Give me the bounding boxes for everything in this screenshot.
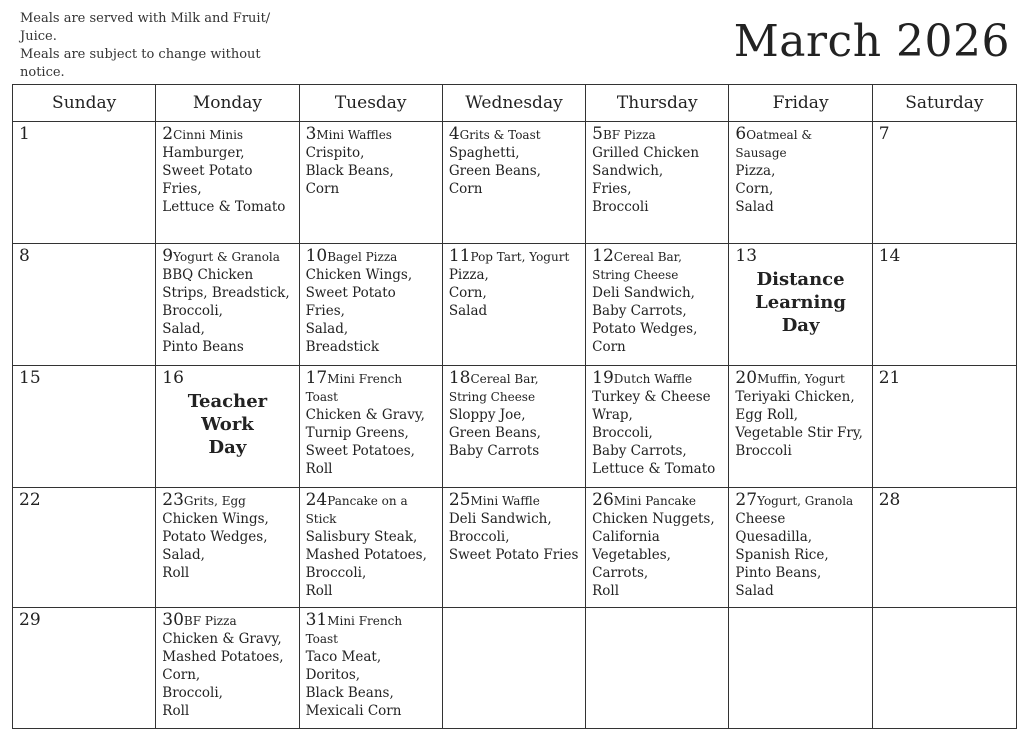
lunch-items: Pizza, Corn, Salad [735,163,776,215]
day-cell-12 [586,244,729,365]
day-cell-1 [13,122,156,243]
day-cell-19 [586,366,729,487]
day-number: 28 [878,490,901,510]
weekday-header-sunday: Sunday [13,85,156,121]
day-cell-15 [13,366,156,487]
breakfast-item: Mini French Toast [305,614,403,646]
day-number: 5 [592,124,603,144]
day-number: 30 [162,610,184,630]
lunch-items: Turkey & Cheese Wrap, Broccoli, Baby Carrots, Lettuce & Tomato [592,389,716,477]
day-cell-28 [873,488,1016,607]
day-number: 4 [448,124,460,144]
day-cell-23 [156,488,299,607]
day-cell-26 [586,488,729,607]
calendar-week-row [13,122,1016,244]
breakfast-item: Mini Waffle [470,494,540,508]
day-number: 27 [735,490,758,510]
weekday-header-row [13,85,1016,122]
weekday-header-friday: Friday [729,85,872,121]
day-cell-11 [443,244,586,365]
day-number: 20 [735,368,758,388]
day-number: 11 [448,246,471,266]
special-day-label: Teacher Work Day [187,391,268,458]
breakfast-item: Yogurt, Granola [757,494,854,508]
calendar-week-row [13,488,1016,608]
breakfast-item: Muffin, Yogurt [757,372,845,386]
breakfast-item: Oatmeal & Sausage [735,128,813,160]
weekday-header-monday: Monday [156,85,299,121]
day-number: 21 [878,368,901,388]
day-cell-3 [300,122,443,243]
lunch-items: Spaghetti, Green Beans, Corn [448,145,541,197]
day-number: 1 [19,124,30,144]
day-number: 3 [305,124,317,144]
lunch-items: Chicken Nuggets, California Vegetables, Carrots, Roll [592,511,715,599]
page-title: March 2026 [733,16,1010,67]
lunch-items: Taco Meat, Doritos, Black Beans, Mexicali Corn [305,649,402,719]
weekday-header-wednesday: Wednesday [443,85,586,121]
menu-notes [20,10,280,82]
day-cell-2 [156,122,299,243]
day-cell-empty [443,608,586,729]
breakfast-item: Cinni Minis [173,128,244,142]
day-number: 17 [305,368,328,388]
day-cell-21 [873,366,1016,487]
breakfast-item: Dutch Waffle [613,372,693,386]
day-cell-7 [873,122,1016,243]
day-cell-6 [729,122,872,243]
day-cell-4 [443,122,586,243]
lunch-items: Pizza, Corn, Salad [448,267,489,319]
breakfast-item: BF Pizza [602,128,656,142]
day-number: 22 [19,490,41,510]
breakfast-item: Pancake on a Stick [305,494,408,526]
lunch-items: Chicken & Gravy, Mashed Potatoes, Corn, Broccoli, Roll [162,631,284,719]
breakfast-item: Grits & Toast [459,128,541,142]
lunch-items: Crispito, Black Beans, Corn [305,145,394,197]
calendar-week-row [13,244,1016,366]
day-cell-13 [729,244,872,365]
lunch-items: Sloppy Joe, Green Beans, Baby Carrots [448,407,541,459]
day-number: 13 [735,246,758,266]
lunch-items: Chicken Wings, Sweet Potato Fries, Salad, Breadstick [305,267,413,355]
day-cell-14 [873,244,1016,365]
calendar-week-row [13,608,1016,729]
lunch-items: Deli Sandwich, Broccoli, Sweet Potato Fries [448,511,579,563]
note-milk-fruit: Meals are served with Milk and Fruit/ Juice. [20,11,271,44]
day-cell-empty [873,608,1016,729]
day-cell-18 [443,366,586,487]
breakfast-item: BF Pizza [183,614,237,628]
day-number: 25 [448,490,471,510]
day-cell-16 [156,366,299,487]
day-number: 18 [448,368,471,388]
lunch-items: Grilled Chicken Sandwich, Fries, Broccoli [592,145,700,215]
breakfast-item: Cereal Bar, String Cheese [448,372,539,404]
menu-calendar [12,84,1017,729]
day-number: 16 [162,368,184,388]
day-number: 29 [19,610,41,630]
day-cell-9 [156,244,299,365]
breakfast-item: Yogurt & Granola [173,250,280,264]
lunch-items: Salisbury Steak, Mashed Potatoes, Broccoli, Roll [305,529,427,599]
day-number: 15 [19,368,41,388]
weekday-header-tuesday: Tuesday [300,85,443,121]
day-number: 2 [162,124,174,144]
day-number: 8 [19,246,30,266]
day-cell-empty [586,608,729,729]
day-cell-22 [13,488,156,607]
lunch-items: Chicken Wings, Potato Wedges, Salad, Roll [162,511,269,581]
breakfast-item: Mini French Toast [305,372,403,404]
day-cell-27 [729,488,872,607]
calendar-weeks [13,122,1016,729]
day-number: 23 [162,490,184,510]
note-subject-to-change: Meals are subject to change without notice. [20,47,261,80]
day-number: 12 [592,246,614,266]
day-cell-29 [13,608,156,729]
day-cell-10 [300,244,443,365]
day-number: 6 [735,124,747,144]
day-cell-17 [300,366,443,487]
day-cell-empty [729,608,872,729]
day-cell-20 [729,366,872,487]
day-cell-5 [586,122,729,243]
weekday-header-saturday: Saturday [905,93,984,113]
day-number: 7 [878,124,890,144]
breakfast-item: Bagel Pizza [327,250,398,264]
day-number: 26 [592,490,614,510]
day-cell-31 [300,608,443,729]
breakfast-item: Pop Tart, Yogurt [470,250,570,264]
lunch-items: BBQ Chicken Strips, Breadstick, Broccoli, Salad, Pinto Beans [162,267,290,355]
lunch-items: Chicken & Gravy, Turnip Greens, Sweet Potatoes, Roll [305,407,425,477]
day-cell-25 [443,488,586,607]
breakfast-item: Mini Pancake [613,494,696,508]
day-number: 9 [162,246,174,266]
calendar-week-row [13,366,1016,488]
lunch-items: Deli Sandwich, Baby Carrots, Potato Wedges, Corn [592,285,698,355]
day-cell-30 [156,608,299,729]
day-number: 31 [305,610,328,630]
special-day-label: Distance Learning Day [755,269,846,336]
day-number: 14 [878,246,901,266]
day-number: 24 [305,490,328,510]
day-number: 19 [592,368,614,388]
lunch-items: Hamburger, Sweet Potato Fries, Lettuce & Tomato [162,145,286,215]
day-cell-8 [13,244,156,365]
weekday-header-thursday: Thursday [586,85,729,121]
lunch-items: Cheese Quesadilla, Spanish Rice, Pinto Beans, Salad [735,511,829,599]
breakfast-item: Cereal Bar, String Cheese [592,250,682,282]
lunch-items: Teriyaki Chicken, Egg Roll, Vegetable Stir Fry, Broccoli [735,389,863,459]
breakfast-item: Mini Waffles [316,128,392,142]
breakfast-item: Grits, Egg [183,494,246,508]
day-cell-24 [300,488,443,607]
day-number: 10 [305,246,328,266]
